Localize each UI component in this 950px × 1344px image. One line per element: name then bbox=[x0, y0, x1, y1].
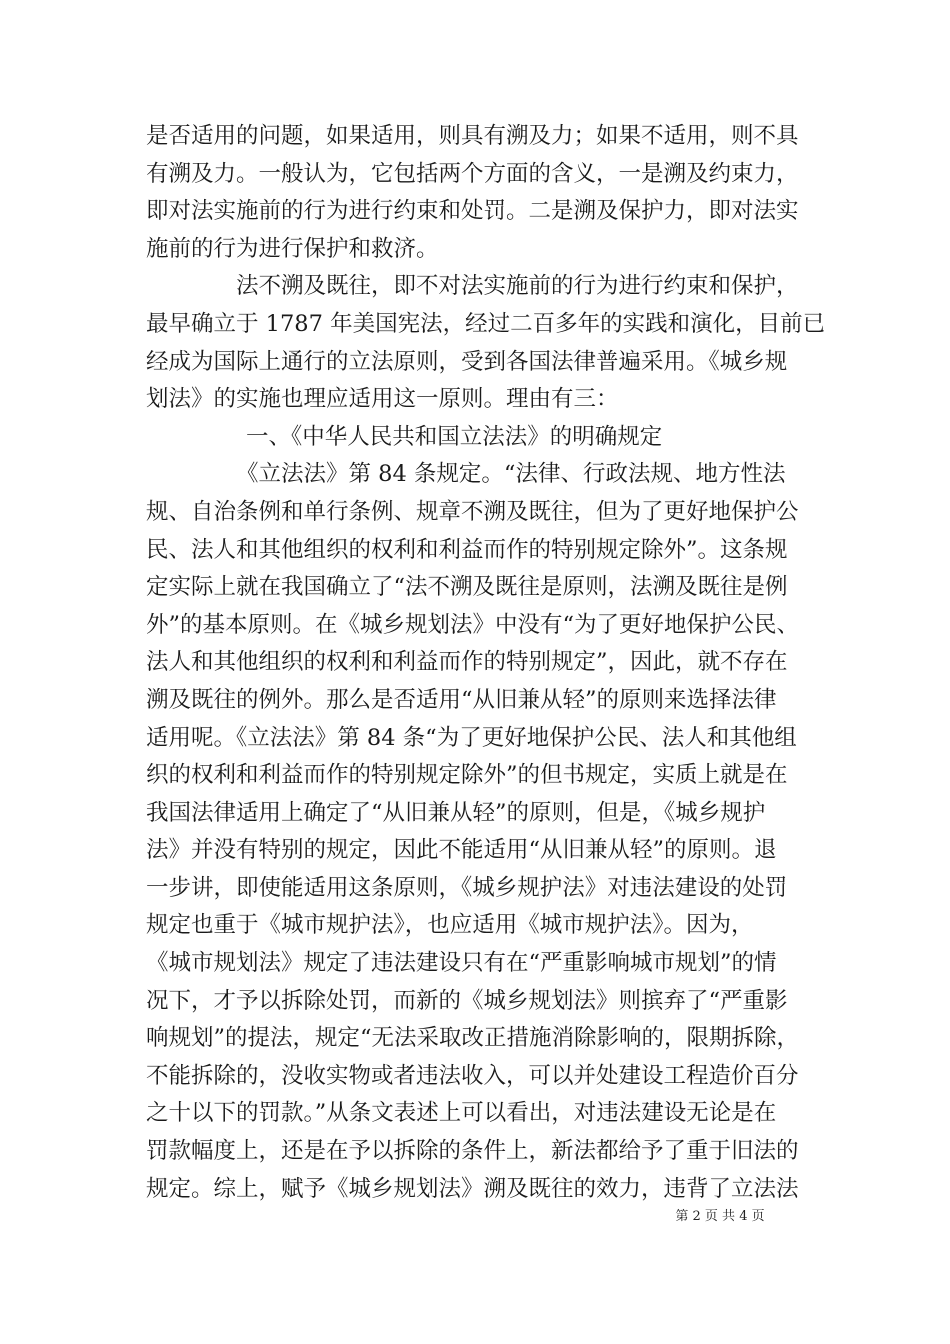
text-line: 最早确立于 1787 年美国宪法，经过二百多年的实践和演化，目前已 bbox=[146, 310, 826, 337]
text-line: 响规划”的提法，规定“无法采取改正措施消除影响的，限期拆除， bbox=[146, 1025, 800, 1052]
text-line: 织的权利和利益而作的特别规定除外”的但书规定，实质上就是在 bbox=[146, 762, 788, 789]
text-line: 一步讲，即使能适用这条原则，《城乡规护法》对违法建设的处罚 bbox=[146, 874, 788, 901]
text-line: 经成为国际上通行的立法原则，受到各国法律普遍采用。《城乡规 bbox=[146, 348, 788, 375]
text-line: 《城市规划法》规定了违法建设只有在“严重影响城市规划”的情 bbox=[146, 950, 777, 977]
text-line: 规定。综上，赋予《城乡规划法》溯及既往的效力，违背了立法法 bbox=[146, 1175, 799, 1202]
text-line: 是否适用的问题，如果适用，则具有溯及力；如果不适用，则不具 bbox=[146, 123, 799, 149]
text-line: 规定也重于《城市规护法》，也应适用《城市规护法》。因为， bbox=[146, 912, 754, 939]
text-line: 之十以下的罚款。”从条文表述上可以看出，对违法建设无论是在 bbox=[146, 1100, 777, 1127]
text-line: 定实际上就在我国确立了“法不溯及既往是原则，法溯及既往是例 bbox=[146, 574, 788, 601]
body-text bbox=[146, 118, 826, 1208]
text-line: 况下，才予以拆除处罚，而新的《城乡规划法》则摈弃了“严重影 bbox=[146, 987, 788, 1014]
text-line: 不能拆除的，没收实物或者违法收入，可以并处建设工程造价百分 bbox=[146, 1062, 799, 1089]
page-number: 第 2 页 共 4 页 bbox=[675, 1209, 765, 1224]
text-line: 法人和其他组织的权利和利益而作的特别规定”，因此，就不存在 bbox=[146, 649, 788, 676]
text-line: 规、自治条例和单行条例、规章不溯及既往，但为了更好地保护公 bbox=[146, 498, 799, 525]
text-line: 法》并没有特别的规定，因此不能适用“从旧兼从轻”的原则。退 bbox=[146, 837, 777, 864]
text-line: 即对法实施前的行为进行约束和处罚。二是溯及保护力，即对法实 bbox=[146, 198, 799, 225]
paragraph-start-line: 法不溯及既往，即不对法实施前的行为进行约束和保护， bbox=[236, 273, 799, 300]
section-heading: 一、《中华人民共和国立法法》的明确规定 bbox=[246, 423, 663, 450]
text-line: 我国法律适用上确定了“从旧兼从轻”的原则，但是，《城乡规护 bbox=[146, 799, 766, 826]
paragraph-start-line: 《立法法》第 84 条规定。“法律、行政法规、地方性法 bbox=[236, 461, 786, 488]
text-line: 有溯及力。一般认为，它包括两个方面的含义，一是溯及约束力， bbox=[146, 160, 799, 187]
page-footer bbox=[0, 1205, 950, 1224]
text-line: 施前的行为进行保护和救济。 bbox=[146, 235, 439, 262]
text-line: 溯及既往的例外。那么是否适用“从旧兼从轻”的原则来选择法律 bbox=[146, 686, 777, 713]
text-line: 罚款幅度上，还是在予以拆除的条件上，新法都给予了重于旧法的 bbox=[146, 1138, 799, 1165]
text-line: 外”的基本原则。在《城乡规划法》中没有“为了更好地保护公民、 bbox=[146, 611, 800, 638]
text-line: 民、法人和其他组织的权利和利益而作的特别规定除外”。这条规 bbox=[146, 536, 788, 563]
text-line: 划法》的实施也理应适用这一原则。理由有三： bbox=[146, 386, 619, 413]
text-line: 适用呢。《立法法》第 84 条“为了更好地保护公民、法人和其他组 bbox=[146, 724, 797, 751]
